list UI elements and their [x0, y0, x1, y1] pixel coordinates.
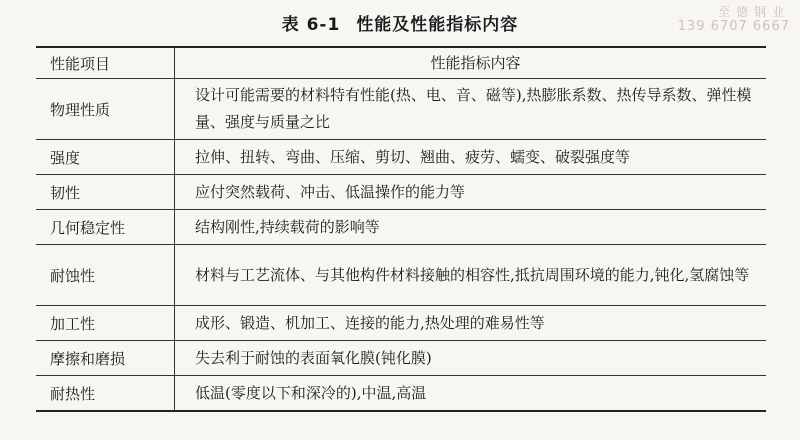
table-number: 表 6-1	[281, 15, 341, 35]
watermark-name: 至德钢业	[717, 5, 790, 19]
table-row	[36, 376, 766, 412]
header-description: 性能指标内容	[175, 47, 767, 79]
table-row	[36, 341, 766, 376]
row-item-workability: 加工性	[36, 306, 175, 341]
header-item: 性能项目	[36, 47, 175, 79]
row-desc-corrosion: 材料与工艺流体、与其他构件材料接触的相容性,抵抗周围环境的能力,钝化,氢腐蚀等	[175, 245, 767, 306]
table-row	[36, 79, 766, 140]
table-row	[36, 245, 766, 306]
row-item-wear: 摩擦和磨损	[36, 341, 175, 376]
property-table	[36, 46, 766, 412]
row-item-strength: 强度	[36, 140, 175, 175]
watermark-phone: 139 6707 6667	[677, 18, 790, 34]
row-item-stability: 几何稳定性	[36, 210, 175, 245]
row-desc-wear: 失去利于耐蚀的表面氧化膜(钝化膜)	[175, 341, 767, 376]
row-item-physical: 物理性质	[36, 79, 175, 140]
row-desc-physical: 设计可能需要的材料特有性能(热、电、音、磁等),热膨胀系数、热传导系数、弹性模量、强度与质量之比	[175, 79, 767, 140]
table-row	[36, 175, 766, 210]
row-item-toughness: 韧性	[36, 175, 175, 210]
table-row	[36, 140, 766, 175]
row-desc-strength: 拉伸、扭转、弯曲、压缩、剪切、翘曲、疲劳、蠕变、破裂强度等	[175, 140, 767, 175]
table-title: 性能及性能指标内容	[356, 15, 519, 35]
row-desc-heat: 低温(零度以下和深冷的),中温,高温	[175, 376, 767, 412]
row-desc-stability: 结构刚性,持续载荷的影响等	[175, 210, 767, 245]
row-item-corrosion: 耐蚀性	[36, 245, 175, 306]
row-desc-workability: 成形、锻造、机加工、连接的能力,热处理的难易性等	[175, 306, 767, 341]
table-row	[36, 210, 766, 245]
table-caption	[0, 10, 800, 35]
row-desc-toughness: 应付突然载荷、冲击、低温操作的能力等	[175, 175, 767, 210]
table-row	[36, 306, 766, 341]
row-item-heat: 耐热性	[36, 376, 175, 412]
table-header-row	[36, 47, 766, 79]
